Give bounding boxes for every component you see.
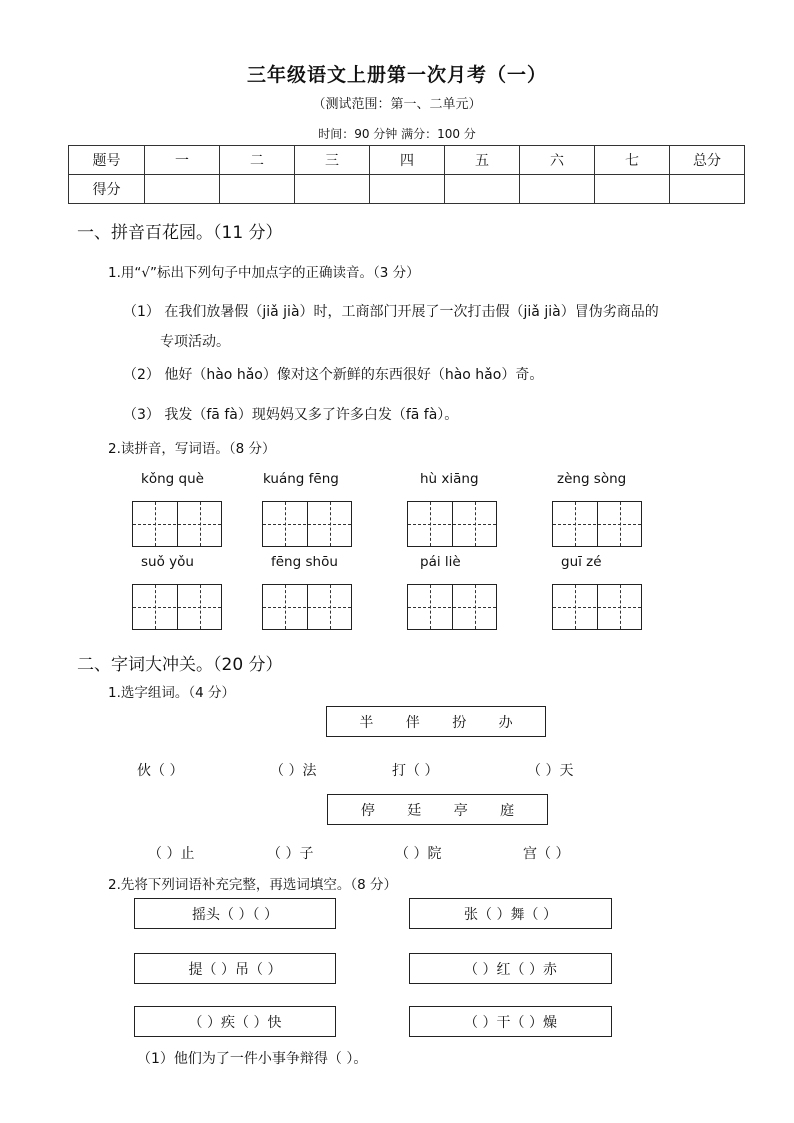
score-table bbox=[68, 145, 745, 204]
word-blank[interactable]: 伙（ ） bbox=[137, 763, 184, 779]
time-and-score-info: 时间：90 分钟 满分：100 分 bbox=[318, 127, 476, 141]
score-table-cell: 七 bbox=[595, 146, 670, 175]
word-blank[interactable]: （ ）天 bbox=[527, 763, 574, 779]
pinyin-label: kǒng què bbox=[141, 471, 204, 487]
s1-q1-sentence1-line2: 专项活动。 bbox=[160, 334, 230, 350]
fill-sentence-1[interactable]: （1）他们为了一件小事争辩得（ ）。 bbox=[137, 1051, 368, 1067]
writing-grid[interactable] bbox=[132, 501, 222, 547]
word-blank[interactable]: （ ）止 bbox=[148, 846, 195, 862]
s1-q1-sentence1-line1: （1） 在我们放暑假（jiǎ jià）时，工商部门开展了一次打击假（jiǎ jià）冒伪劣商品的 bbox=[123, 304, 659, 320]
pinyin-label: guī zé bbox=[561, 554, 602, 570]
pinyin-label: fēng shōu bbox=[271, 554, 338, 570]
writing-grid[interactable] bbox=[407, 584, 497, 630]
idiom-fill-box[interactable]: （ ）干（ ）燥 bbox=[409, 1006, 612, 1037]
char-choice-box: 半 伴 扮 办 bbox=[326, 706, 546, 737]
section2-heading: 二、字词大冲关。（20 分） bbox=[77, 655, 283, 675]
score-table-cell: 三 bbox=[295, 146, 370, 175]
word-blank[interactable]: 宫（ ） bbox=[523, 846, 570, 862]
score-input-cell[interactable] bbox=[445, 175, 520, 204]
section1-heading: 一、拼音百花园。（11 分） bbox=[77, 223, 283, 243]
pinyin-label: hù xiāng bbox=[420, 471, 479, 487]
score-table-cell: 题号 bbox=[69, 146, 145, 175]
pinyin-label: suǒ yǒu bbox=[141, 554, 194, 570]
s2-q1-prompt: 1.选字组词。（4 分） bbox=[108, 685, 236, 701]
s1-q1-sentence3: （3） 我发（fā fà）现妈妈又多了许多白发（fā fà）。 bbox=[123, 407, 459, 423]
word-blank[interactable]: （ ）院 bbox=[395, 846, 442, 862]
char-choice-box: 停 廷 亭 庭 bbox=[327, 794, 548, 825]
pinyin-label: pái liè bbox=[420, 554, 461, 570]
score-input-cell[interactable] bbox=[595, 175, 670, 204]
score-input-cell[interactable] bbox=[295, 175, 370, 204]
writing-grid[interactable] bbox=[407, 501, 497, 547]
writing-grid[interactable] bbox=[552, 584, 642, 630]
s1-q2-prompt: 2.读拼音，写词语。（8 分） bbox=[108, 441, 276, 457]
score-table-header-row bbox=[69, 146, 745, 175]
score-input-cell[interactable] bbox=[670, 175, 745, 204]
writing-grid[interactable] bbox=[132, 584, 222, 630]
idiom-fill-box[interactable]: 提（ ）吊（ ） bbox=[134, 953, 336, 984]
idiom-fill-box[interactable]: 摇头（ ）（ ） bbox=[134, 898, 336, 929]
score-table-score-row bbox=[69, 175, 745, 204]
score-input-cell[interactable] bbox=[145, 175, 220, 204]
word-blank[interactable]: 打（ ） bbox=[392, 763, 439, 779]
s1-q1-prompt: 1.用“√”标出下列句子中加点字的正确读音。（3 分） bbox=[108, 265, 420, 281]
word-blank[interactable]: （ ）子 bbox=[267, 846, 314, 862]
s2-q2-prompt: 2.先将下列词语补充完整，再选词填空。（8 分） bbox=[108, 877, 398, 893]
writing-grid[interactable] bbox=[552, 501, 642, 547]
score-table-cell: 五 bbox=[445, 146, 520, 175]
idiom-fill-box[interactable]: （ ）疾（ ）快 bbox=[134, 1006, 336, 1037]
idiom-fill-box[interactable]: 张（ ）舞（ ） bbox=[409, 898, 612, 929]
score-table-cell: 六 bbox=[520, 146, 595, 175]
pinyin-label: zèng sòng bbox=[557, 471, 627, 487]
test-scope: （测试范围：第一、二单元） bbox=[312, 97, 482, 112]
pinyin-label: kuáng fēng bbox=[263, 471, 339, 487]
score-input-cell[interactable] bbox=[370, 175, 445, 204]
score-table-cell: 得分 bbox=[69, 175, 145, 204]
writing-grid[interactable] bbox=[262, 501, 352, 547]
writing-grid[interactable] bbox=[262, 584, 352, 630]
score-table-cell: 四 bbox=[370, 146, 445, 175]
score-table-cell: 总分 bbox=[670, 146, 745, 175]
word-blank[interactable]: （ ）法 bbox=[270, 763, 317, 779]
score-table-cell: 二 bbox=[220, 146, 295, 175]
s1-q1-sentence2: （2） 他好（hào hǎo）像对这个新鲜的东西很好（hào hǎo）奇。 bbox=[123, 367, 544, 383]
score-table-cell: 一 bbox=[145, 146, 220, 175]
idiom-fill-box[interactable]: （ ）红（ ）赤 bbox=[409, 953, 612, 984]
page-title: 三年级语文上册第一次月考（一） bbox=[246, 64, 547, 86]
score-input-cell[interactable] bbox=[220, 175, 295, 204]
score-input-cell[interactable] bbox=[520, 175, 595, 204]
